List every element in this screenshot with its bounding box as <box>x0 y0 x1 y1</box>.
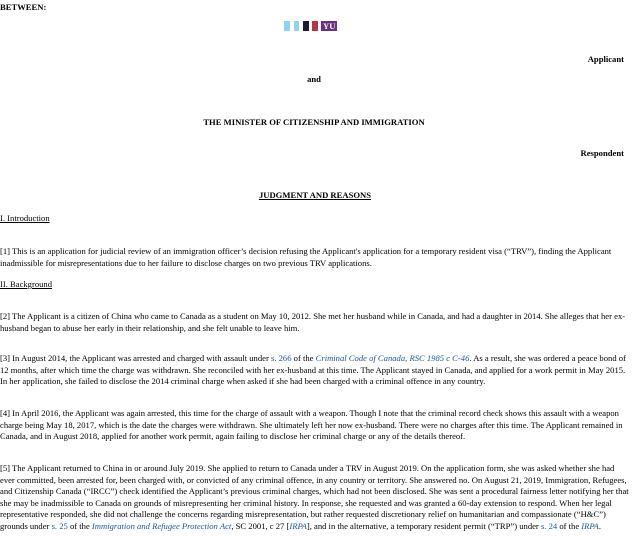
irpa-section-25-link[interactable]: s. 25 <box>51 520 68 531</box>
irpa-abbrev-link[interactable]: IRPA <box>289 520 307 531</box>
paragraph-4: [4] In April 2016, the Applicant was again arrested, this time for the charge of assault with a weapon. Though I note that the criminal record check shows this assault with a weapon charge being May 18, 2017, which is the date the charges were withdrawn. She ultimately left her now ex-husband. There were no charges after this time. The Applicant remained in Canada, and in August 2018, applied for another work permit, again failing to disclose her criminal charge or any of the details thereof. <box>0 408 623 441</box>
criminal-code-link[interactable]: Criminal Code of Canada, RSC 1985 c C-46 <box>315 353 470 363</box>
and-label: and <box>307 74 321 84</box>
applicant-name-suffix: YU <box>323 21 336 31</box>
irpa-section-24-link[interactable]: s. 24 <box>540 520 558 531</box>
paragraph-3: [3] In August 2014, the Applicant was arrested and charged with assault under s. 266 of the Criminal Code of Canada, RSC 1985 c C-46. As a result, she was ordered a peace bond of 12 months, after which time the charge was withdrawn. She reconciled with her ex-husband at this time. The Applicant stayed in Canada, and applied for a work permit in May 2015. In her application, she failed to disclose the 2014 criminal charge when asked if she had been charged with a criminal offence in any country. <box>0 353 626 386</box>
paragraph-2: [2] The Applicant is a citizen of China who came to Canada as a student on May 10, 2012. She met her husband while in Canada, and had a daughter in 2014. She alleges that her ex-husband began to abuse her early in their relationship, and she felt unable to leave him. <box>0 311 626 333</box>
respondent-name: THE MINISTER OF CITIZENSHIP AND IMMIGRATION <box>203 117 425 127</box>
introduction-heading: I. Introduction <box>0 213 50 223</box>
judgment-title: JUDGMENT AND REASONS <box>258 190 372 200</box>
applicant-name <box>284 21 337 34</box>
respondent-role: Respondent <box>580 148 624 158</box>
name-redaction <box>284 21 321 34</box>
background-heading: II. Background <box>0 279 53 289</box>
applicant-role: Applicant <box>587 54 624 64</box>
paragraph-1: [1] This is an application for judicial review of an immigration officer’s decision refusing the Applicant's application for a temporary resident visa (“TRV”), finding the Applicant inadmissible for misrepresentations due to her failure to disclose charges on two previous TRV applications. <box>0 246 612 268</box>
paragraph-5: [5] The Applicant returned to China in or around July 2019. She applied to return to Canada under a TRV in August 2019. On the application form, she was asked whether she had ever committed, been arrested for, been charged with, or convicted of any criminal offence, in any country or territory. She answered no. On August 21, 2019, Immigration, Refugees, and Citizenship Canada (“IRCC”) check identified the Applicant’s previous criminal charges, which had not been disclosed. She was sent a procedural fairness letter notifying her that she may be inadmissible to Canada on grounds of misrepresenting her criminal history. In response, she requested and was granted a 60-day extension to respond. When her legal representative responded, she did not challenge the concerns regarding misrepresentation, but rather requested discretionary relief on humanitarian and compassionate (“H&C”) grounds under s. 25 of the Immigration and Refugee Protection Act, SC 2001, c 27 [IRPA], and in the alternative, a temporary resident permit (“TRP”) under s. 24 of the IRPA. <box>0 463 629 531</box>
irpa-link[interactable]: IRPA <box>581 520 599 531</box>
criminal-code-section-link[interactable]: s. 266 <box>270 353 292 363</box>
irpa-act-link[interactable]: Immigration and Refugee Protection Act <box>91 520 232 531</box>
between-label: BETWEEN: <box>0 2 47 12</box>
